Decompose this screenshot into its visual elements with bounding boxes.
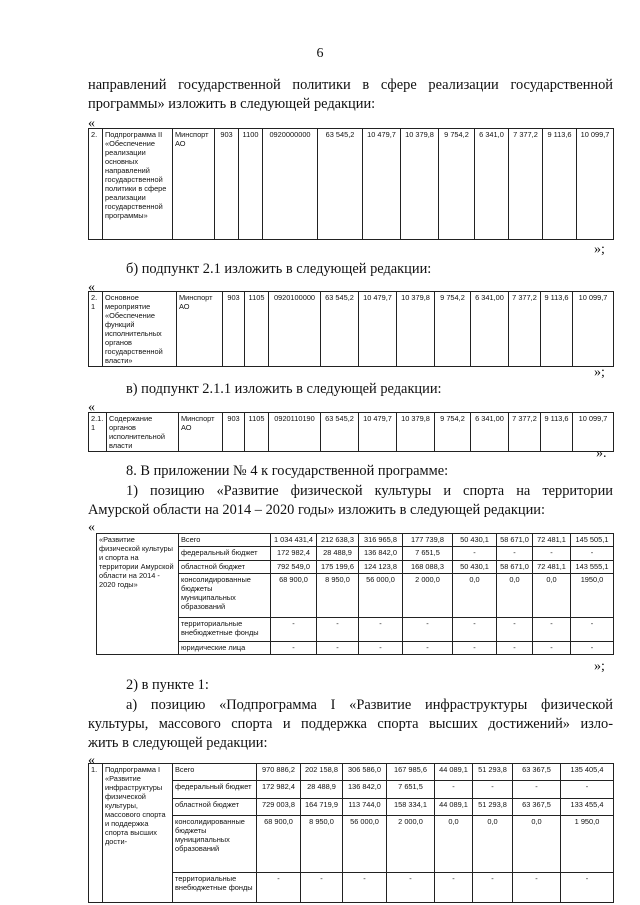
- cell: 202 158,8: [301, 764, 343, 781]
- cell: 10 099,7: [573, 413, 614, 452]
- cell: 44 089,1: [435, 798, 473, 815]
- table-row: [89, 764, 614, 781]
- cell: 50 430,1: [453, 534, 497, 547]
- cell: 7 377,2: [509, 413, 541, 452]
- cell: -: [403, 641, 453, 654]
- table-row: [89, 292, 614, 367]
- cell: 7 651,5: [403, 547, 453, 560]
- cell: Всего: [179, 534, 271, 547]
- cell: 2.1.1: [89, 413, 107, 452]
- cell: -: [571, 547, 614, 560]
- close-quote: »;: [594, 242, 605, 257]
- cell: 172 982,4: [257, 781, 301, 798]
- item-b: б) подпункт 2.1 изложить в следующей редакции:: [126, 261, 432, 277]
- open-quote: «: [88, 280, 95, 295]
- cell: 158 334,1: [387, 798, 435, 815]
- cell: -: [359, 641, 403, 654]
- cell: 133 455,4: [561, 798, 614, 815]
- cell: 903: [215, 129, 239, 240]
- item-1-line-1: 1) позицию «Развитие физической культуры и спорта на территории: [126, 483, 613, 499]
- cell: 145 505,1: [571, 534, 614, 547]
- cell: 10 479,7: [363, 129, 401, 240]
- cell: 50 430,1: [453, 560, 497, 573]
- cell: Подпрограмма I «Развитие инфраструктуры физической культуры, массового спорта и поддержка спорта высших дости-: [103, 764, 173, 903]
- table-item-2-1-1: [88, 412, 614, 452]
- cell: Минспорт АО: [179, 413, 223, 452]
- cell: -: [561, 781, 614, 798]
- cell: 56 000,0: [343, 816, 387, 872]
- cell: 72 481,1: [533, 534, 571, 547]
- cell: -: [453, 618, 497, 642]
- cell: -: [435, 781, 473, 798]
- cell: 172 982,4: [271, 547, 317, 560]
- cell: 56 000,0: [359, 574, 403, 618]
- cell: 143 555,1: [571, 560, 614, 573]
- cell: 10 099,7: [577, 129, 614, 240]
- cell: 729 003,8: [257, 798, 301, 815]
- cell: Минспорт АО: [177, 292, 223, 367]
- cell: 113 744,0: [343, 798, 387, 815]
- cell: 1 950,0: [561, 816, 614, 872]
- cell: 28 488,9: [301, 781, 343, 798]
- cell: -: [453, 641, 497, 654]
- open-quote: «: [88, 116, 95, 131]
- cell: 1950,0: [571, 574, 614, 618]
- cell: -: [473, 872, 513, 902]
- cell: 1105: [245, 292, 269, 367]
- cell: 0,0: [435, 816, 473, 872]
- cell: -: [387, 872, 435, 902]
- cell: -: [301, 872, 343, 902]
- cell: 63 545,2: [318, 129, 363, 240]
- cell: -: [571, 618, 614, 642]
- cell: 0920000000: [263, 129, 318, 240]
- cell: Минспорт АО: [173, 129, 215, 240]
- cell: 63 545,2: [321, 413, 359, 452]
- open-quote: «: [88, 520, 95, 535]
- cell: 2.1: [89, 292, 103, 367]
- cell: 10 479,7: [359, 292, 397, 367]
- page-number: 6: [316, 46, 324, 61]
- cell: -: [571, 641, 614, 654]
- cell: 2 000,0: [387, 816, 435, 872]
- cell: -: [473, 781, 513, 798]
- cell: 44 089,1: [435, 764, 473, 781]
- cell: -: [533, 641, 571, 654]
- table-row: [89, 413, 614, 452]
- cell: -: [513, 781, 561, 798]
- cell: -: [317, 618, 359, 642]
- cell: 0,0: [473, 816, 513, 872]
- cell: 10 379,8: [397, 292, 435, 367]
- cell: -: [317, 641, 359, 654]
- cell: 6 341,00: [471, 413, 509, 452]
- cell: 9 113,6: [541, 413, 573, 452]
- cell: 903: [223, 413, 245, 452]
- cell: юридические лица: [179, 641, 271, 654]
- open-quote: «: [88, 753, 95, 768]
- cell: 1105: [245, 413, 269, 452]
- intro-line-1: направлений государственной политики в сфере реализации государственной: [88, 77, 613, 93]
- item-a-line-3: жить в следующей редакции:: [88, 735, 268, 751]
- cell: 0,0: [453, 574, 497, 618]
- cell: Основное мероприятие «Обеспечение функций исполнительных органов государственной власти»: [103, 292, 177, 367]
- cell: Всего: [173, 764, 257, 781]
- cell: 212 638,3: [317, 534, 359, 547]
- cell: 8 950,0: [317, 574, 359, 618]
- table-row: [97, 534, 614, 547]
- close-quote: »;: [594, 365, 605, 380]
- cell: -: [257, 872, 301, 902]
- cell: -: [533, 618, 571, 642]
- cell: 7 377,2: [509, 129, 543, 240]
- table-subprogram-2: [88, 128, 614, 240]
- cell: федеральный бюджет: [179, 547, 271, 560]
- cell: 68 900,0: [257, 816, 301, 872]
- cell: консолидированные бюджеты муниципальных образований: [179, 574, 271, 618]
- cell: -: [343, 872, 387, 902]
- cell: -: [453, 547, 497, 560]
- item-a-line-1: а) позицию «Подпрограмма I «Развитие инфраструктуры физической: [126, 697, 613, 713]
- cell: -: [513, 872, 561, 902]
- cell: «Развитие физической культуры и спорта на территории Амурской области на 2014 - 2020 годы»: [97, 534, 179, 655]
- cell: 9 754,2: [439, 129, 475, 240]
- item-1-line-2: Амурской области на 2014 – 2020 годы» изложить в следующей редакции:: [88, 502, 545, 518]
- cell: 0,0: [497, 574, 533, 618]
- close-quote: »;: [594, 659, 605, 674]
- open-quote: «: [88, 400, 95, 415]
- cell: -: [497, 547, 533, 560]
- item-a-line-2: культуры, массового спорта и поддержка спорта высших достижений» изло-: [88, 716, 613, 732]
- cell: областной бюджет: [179, 560, 271, 573]
- cell: 10 099,7: [573, 292, 614, 367]
- cell: -: [497, 618, 533, 642]
- cell: -: [403, 618, 453, 642]
- cell: 68 900,0: [271, 574, 317, 618]
- table-sport-development: [96, 533, 614, 655]
- cell: 51 293,8: [473, 764, 513, 781]
- cell: 9 754,2: [435, 413, 471, 452]
- cell: 177 739,8: [403, 534, 453, 547]
- cell: 0,0: [533, 574, 571, 618]
- cell: -: [561, 872, 614, 902]
- cell: 8 950,0: [301, 816, 343, 872]
- table-row: [89, 129, 614, 240]
- cell: 63 367,5: [513, 798, 561, 815]
- cell: 63 545,2: [321, 292, 359, 367]
- cell: 9 754,2: [435, 292, 471, 367]
- cell: 7 377,2: [509, 292, 541, 367]
- cell: 306 586,0: [343, 764, 387, 781]
- cell: территориальные внебюджетные фонды: [179, 618, 271, 642]
- cell: Подпрограмма II «Обеспечение реализации основных направлений государственной политики в сфере реализации государственной программы»: [103, 129, 173, 240]
- cell: 6 341,00: [471, 292, 509, 367]
- cell: 792 549,0: [271, 560, 317, 573]
- cell: 167 985,6: [387, 764, 435, 781]
- cell: Содержание органов исполнительной власти: [107, 413, 179, 452]
- close-quote: ».: [596, 446, 607, 461]
- cell: 72 481,1: [533, 560, 571, 573]
- cell: -: [533, 547, 571, 560]
- cell: 2.: [89, 129, 103, 240]
- cell: 903: [223, 292, 245, 367]
- intro-line-2: программы» изложить в следующей редакции:: [88, 96, 376, 112]
- cell: -: [359, 618, 403, 642]
- cell: 58 671,0: [497, 534, 533, 547]
- cell: областной бюджет: [173, 798, 257, 815]
- cell: 135 405,4: [561, 764, 614, 781]
- cell: -: [271, 641, 317, 654]
- cell: 58 671,0: [497, 560, 533, 573]
- table-item-2-1: [88, 291, 614, 367]
- cell: 316 965,8: [359, 534, 403, 547]
- cell: -: [271, 618, 317, 642]
- cell: 63 367,5: [513, 764, 561, 781]
- cell: консолидированные бюджеты муниципальных образований: [173, 816, 257, 872]
- cell: 136 842,0: [359, 547, 403, 560]
- cell: 0,0: [513, 816, 561, 872]
- cell: 51 293,8: [473, 798, 513, 815]
- cell: 6 341,0: [475, 129, 509, 240]
- cell: 175 199,6: [317, 560, 359, 573]
- cell: 10 479,7: [359, 413, 397, 452]
- cell: территориальные внебюджетные фонды: [173, 872, 257, 902]
- cell: 9 113,6: [543, 129, 577, 240]
- cell: 970 886,2: [257, 764, 301, 781]
- cell: 28 488,9: [317, 547, 359, 560]
- cell: 10 379,8: [401, 129, 439, 240]
- cell: 2 000,0: [403, 574, 453, 618]
- cell: 10 379,8: [397, 413, 435, 452]
- cell: 1100: [239, 129, 263, 240]
- cell: 168 088,3: [403, 560, 453, 573]
- table-subprogram-1: [88, 763, 614, 903]
- cell: 9 113,6: [541, 292, 573, 367]
- cell: 164 719,9: [301, 798, 343, 815]
- cell: 0920100000: [269, 292, 321, 367]
- item-v: в) подпункт 2.1.1 изложить в следующей редакции:: [126, 381, 442, 397]
- cell: 1.: [89, 764, 103, 903]
- cell: 7 651,5: [387, 781, 435, 798]
- cell: 0920110190: [269, 413, 321, 452]
- cell: -: [435, 872, 473, 902]
- section-8: 8. В приложении № 4 к государственной программе:: [126, 463, 449, 479]
- cell: 136 842,0: [343, 781, 387, 798]
- cell: -: [497, 641, 533, 654]
- item-2: 2) в пункте 1:: [126, 677, 209, 693]
- cell: федеральный бюджет: [173, 781, 257, 798]
- cell: 124 123,8: [359, 560, 403, 573]
- cell: 1 034 431,4: [271, 534, 317, 547]
